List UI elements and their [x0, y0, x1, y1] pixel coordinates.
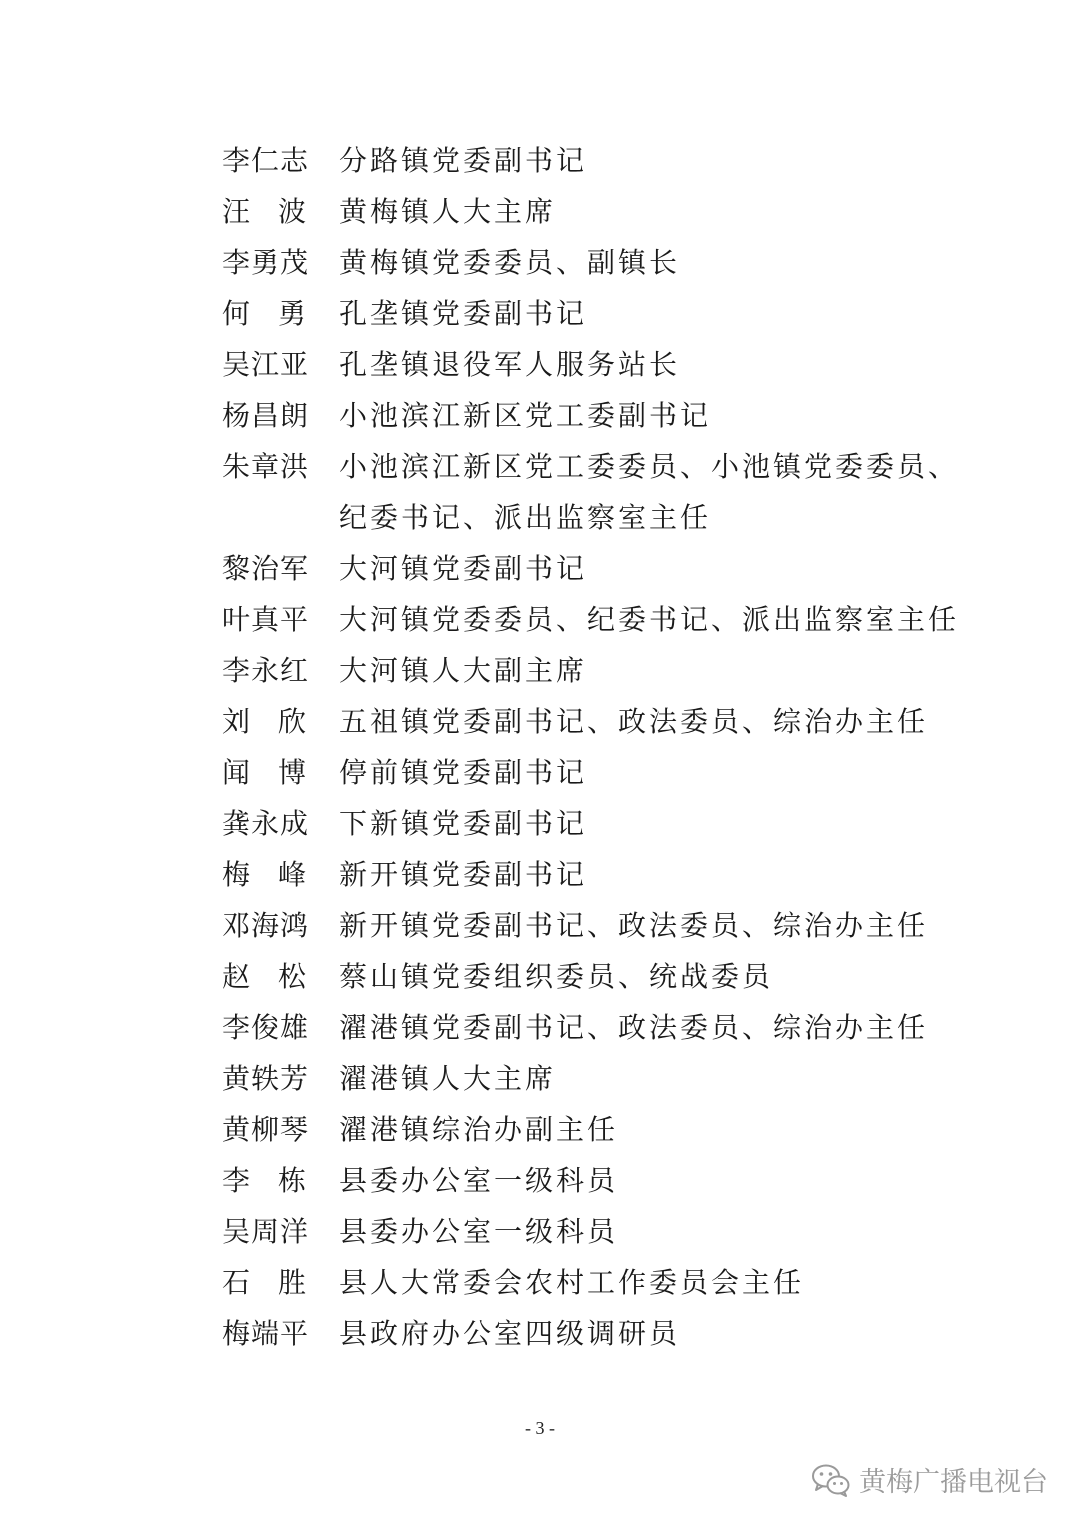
list-item	[222, 390, 962, 441]
person-title: 停前镇党委副书记	[339, 756, 588, 789]
person-name: 石胜	[222, 1266, 307, 1299]
person-title: 黄梅镇党委委员、副镇长	[339, 246, 681, 279]
person-name: 梅峰	[222, 858, 307, 891]
list-item	[222, 135, 962, 186]
list-item	[222, 1053, 962, 1104]
person-title: 孔垄镇党委副书记	[339, 297, 588, 330]
person-title: 大河镇党委委员、纪委书记、派出监察室主任	[339, 603, 960, 636]
person-title: 大河镇党委副书记	[339, 552, 588, 585]
person-name: 吴江亚	[222, 348, 310, 381]
list-item	[222, 696, 962, 747]
list-item	[222, 900, 962, 951]
person-name: 黎治军	[222, 552, 310, 585]
page-number: - 3 -	[525, 1418, 555, 1438]
wechat-icon	[811, 1463, 851, 1497]
list-item	[222, 1308, 962, 1359]
person-name: 李栋	[222, 1164, 307, 1197]
personnel-list	[222, 135, 962, 1359]
list-item	[222, 1002, 962, 1053]
list-item	[222, 237, 962, 288]
person-title: 濯港镇党委副书记、政法委员、综治办主任	[339, 1011, 929, 1044]
person-title: 新开镇党委副书记、政法委员、综治办主任	[339, 909, 929, 942]
person-name: 邓海鸿	[222, 909, 310, 942]
person-title: 蔡山镇党委组织委员、统战委员	[339, 960, 774, 993]
person-name: 李永红	[222, 654, 310, 687]
watermark	[811, 1460, 1048, 1499]
list-item	[222, 951, 962, 1002]
person-title: 大河镇人大副主席	[339, 654, 588, 687]
person-name: 梅端平	[222, 1317, 310, 1350]
list-item	[222, 1257, 962, 1308]
person-name: 李俊雄	[222, 1011, 310, 1044]
person-name: 李勇茂	[222, 246, 310, 279]
list-item	[222, 543, 962, 594]
list-item	[222, 1206, 962, 1257]
person-name: 吴周洋	[222, 1215, 310, 1248]
list-item	[222, 1155, 962, 1206]
list-item	[222, 645, 962, 696]
person-title: 县委办公室一级科员	[339, 1215, 619, 1248]
person-title: 分路镇党委副书记	[339, 144, 588, 177]
person-name: 杨昌朗	[222, 399, 310, 432]
person-title: 黄梅镇人大主席	[339, 195, 557, 228]
person-name: 刘欣	[222, 705, 307, 738]
person-title: 小池滨江新区党工委委员、小池镇党委委员、 纪委书记、派出监察室主任	[339, 450, 960, 534]
person-title: 濯港镇人大主席	[339, 1062, 557, 1095]
person-title: 新开镇党委副书记	[339, 858, 588, 891]
person-title: 县委办公室一级科员	[339, 1164, 619, 1197]
person-title: 濯港镇综治办副主任	[339, 1113, 619, 1146]
person-name: 朱章洪	[222, 450, 310, 483]
person-title: 小池滨江新区党工委副书记	[339, 399, 712, 432]
list-item	[222, 747, 962, 798]
person-name: 赵松	[222, 960, 307, 993]
watermark-text: 黄梅广播电视台	[859, 1467, 1048, 1498]
list-item	[222, 798, 962, 849]
person-name: 黄柳琴	[222, 1113, 310, 1146]
person-title: 县人大常委会农村工作委员会主任	[339, 1266, 805, 1299]
list-item	[222, 288, 962, 339]
list-item	[222, 1104, 962, 1155]
list-item	[222, 441, 962, 543]
person-name: 叶真平	[222, 603, 310, 636]
person-name: 何勇	[222, 297, 307, 330]
person-name: 闻博	[222, 756, 307, 789]
person-title: 县政府办公室四级调研员	[339, 1317, 681, 1350]
list-item	[222, 186, 962, 237]
list-item	[222, 594, 962, 645]
person-title: 五祖镇党委副书记、政法委员、综治办主任	[339, 705, 929, 738]
person-name: 龚永成	[222, 807, 310, 840]
list-item	[222, 339, 962, 390]
list-item	[222, 849, 962, 900]
person-title: 孔垄镇退役军人服务站长	[339, 348, 681, 381]
person-name: 汪波	[222, 195, 307, 228]
person-name: 李仁志	[222, 144, 310, 177]
person-title: 下新镇党委副书记	[339, 807, 588, 840]
person-name: 黄轶芳	[222, 1062, 310, 1095]
